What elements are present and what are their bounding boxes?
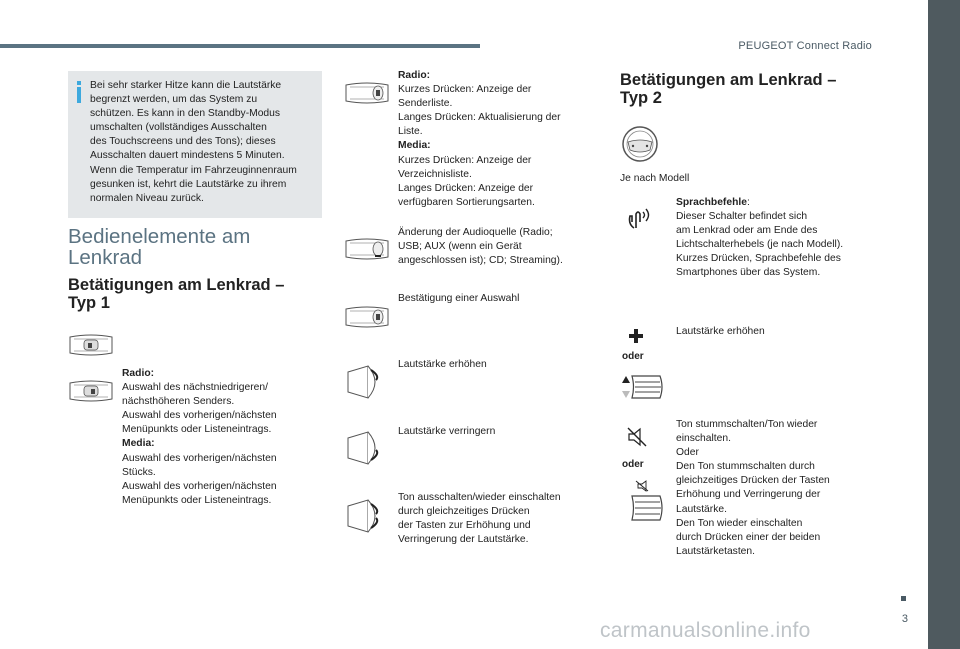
text-line: Den Ton wieder einschalten [676, 517, 803, 529]
info-line: Ausschalten dauert mindestens 5 Minuten. [90, 150, 285, 162]
info-line: normalen Niveau zurück. [90, 192, 204, 204]
steering-stalk-icon [68, 378, 114, 404]
steering-stalk-icon [68, 332, 114, 358]
text-line: Auswahl des vorherigen/nächsten [122, 452, 277, 464]
text-line: Auswahl des vorherigen/nächsten [122, 480, 277, 492]
text-line: der Tasten zur Erhöhung und [398, 520, 531, 532]
text-line: Senderliste. [398, 98, 453, 110]
brand-title: PEUGEOT Connect Radio [738, 40, 872, 52]
info-line: begrenzt werden, um das System zu [90, 94, 258, 106]
text-line: Lichtschalterhebels (je nach Modell). [676, 239, 844, 251]
text-line: Kurzes Drücken, Sprachbefehle des [676, 253, 841, 265]
text-line: Kurzes Drücken: Anzeige der [398, 84, 532, 96]
voice-colon: : [746, 197, 750, 208]
info-line: Bei sehr starker Hitze kann die Lautstärke [90, 80, 282, 91]
page-number: 3 [901, 613, 908, 625]
volume-up-text: Lautstärke erhöhen [398, 359, 487, 370]
radio-label: Radio: [398, 70, 431, 81]
depending-on-model-text: Je nach Modell [620, 173, 690, 184]
media-label: Media: [122, 438, 155, 450]
page-side-tab [928, 0, 960, 649]
section-title-line: Lenkrad [68, 246, 143, 269]
radio-label: Radio: [122, 368, 155, 379]
volume-rocker-icon [620, 374, 664, 400]
info-line: umschalten (vollständiges Ausschalten [90, 122, 267, 134]
typ1-heading [68, 276, 284, 312]
text-line: Langes Drücken: Aktualisierung der [398, 112, 561, 124]
text-line: Ton stummschalten/Ton wieder [676, 419, 818, 430]
or-label: oder [622, 351, 644, 362]
volume-rocker-mute-icon [620, 480, 664, 524]
heading-line: Typ 2 [620, 89, 662, 107]
text-line: USB; AUX (wenn ein Gerät [398, 241, 522, 253]
text-line: Lautstärke. [676, 503, 727, 515]
text-line: am Lenkrad oder am Ende des [676, 225, 818, 237]
media-label: Media: [398, 140, 431, 152]
voice-heading [676, 196, 843, 210]
section-title-line: Bedienelemente am [68, 225, 251, 248]
typ2-volume-up-text: Lautstärke erhöhen [676, 326, 765, 337]
voice-label: Sprachbefehle [676, 197, 747, 208]
text-line: Menüpunkts oder Listeneintrags. [122, 424, 272, 436]
source-change-text [398, 226, 563, 268]
text-line: Ton ausschalten/wieder einschalten [398, 492, 561, 503]
text-line: durch Drücken einer der beiden [676, 531, 821, 543]
text-line: Liste. [398, 126, 423, 138]
text-line: Stücks. [122, 466, 156, 478]
or-label: oder [622, 459, 644, 470]
text-line: Verzeichnisliste. [398, 168, 472, 180]
info-box [68, 71, 322, 218]
text-line: einschalten. [676, 433, 731, 445]
info-line: des Touchscreens und des Tons); dieses [90, 136, 276, 148]
typ2-mute-text [676, 418, 830, 559]
info-icon [76, 81, 82, 103]
steering-stalk-end-icon [344, 304, 390, 330]
text-line: Erhöhung und Verringerung der [676, 489, 821, 501]
text-line: Verringerung der Lautstärke. [398, 534, 529, 546]
info-line: gesunken ist, kehrt die Lautstärke zu ihrem [90, 178, 287, 190]
page-bullet [901, 596, 906, 601]
text-line: Kurzes Drücken: Anzeige der [398, 154, 532, 166]
heading-line: Typ 1 [68, 294, 110, 312]
heading-line: Betätigungen am Lenkrad – [620, 71, 837, 89]
volume-down-control-icon [344, 428, 384, 468]
heading-line: Betätigungen am Lenkrad – [68, 276, 285, 294]
info-line: Wenn die Temperatur im Fahrzeuginnenraum [90, 164, 297, 176]
section-title [68, 226, 308, 268]
text-line: durch gleichzeitiges Drücken [398, 506, 530, 518]
volume-down-text: Lautstärke verringern [398, 426, 496, 437]
typ1-radio-media-text [122, 367, 277, 508]
text-line: verfügbaren Sortierungsarten. [398, 196, 535, 208]
text-line: Änderung der Audioquelle (Radio; [398, 227, 553, 238]
text-line: gleichzeitiges Drücken der Tasten [676, 475, 830, 487]
speaker-mute-icon [626, 426, 648, 448]
steering-wheel-icon [620, 124, 660, 164]
info-line: schützen. Es kann in den Standby-Modus [90, 108, 281, 120]
plus-icon [628, 328, 644, 344]
header-rule [0, 44, 480, 48]
text-line: Den Ton stummschalten durch [676, 461, 815, 473]
voice-command-icon [624, 204, 652, 232]
text-line: Dieser Schalter befindet sich [676, 211, 808, 223]
text-line: Auswahl des vorherigen/nächsten [122, 410, 277, 422]
text-line: Auswahl des nächstniedrigeren/ [122, 382, 268, 394]
steering-stalk-end-icon [344, 236, 390, 262]
confirm-text: Bestätigung einer Auswahl [398, 293, 520, 304]
text-line: Menüpunkts oder Listeneintrags. [122, 494, 272, 506]
steering-stalk-end-icon [344, 80, 390, 106]
mute-text [398, 491, 561, 547]
text-line: angeschlossen ist); CD; Streaming). [398, 255, 563, 267]
text-line: Smartphones über das System. [676, 267, 821, 279]
middle-radio-media-text [398, 69, 561, 210]
typ2-heading [620, 71, 836, 107]
voice-command-text [676, 196, 843, 281]
text-line: Lautstärketasten. [676, 545, 755, 557]
info-text [90, 79, 316, 206]
text-line: nächsthöheren Senders. [122, 396, 235, 408]
mute-control-icon [344, 496, 384, 536]
text-line: Langes Drücken: Anzeige der [398, 182, 534, 194]
watermark: carmanualsonline.info [600, 619, 811, 642]
volume-up-control-icon [344, 362, 384, 402]
text-line: Oder [676, 447, 699, 459]
